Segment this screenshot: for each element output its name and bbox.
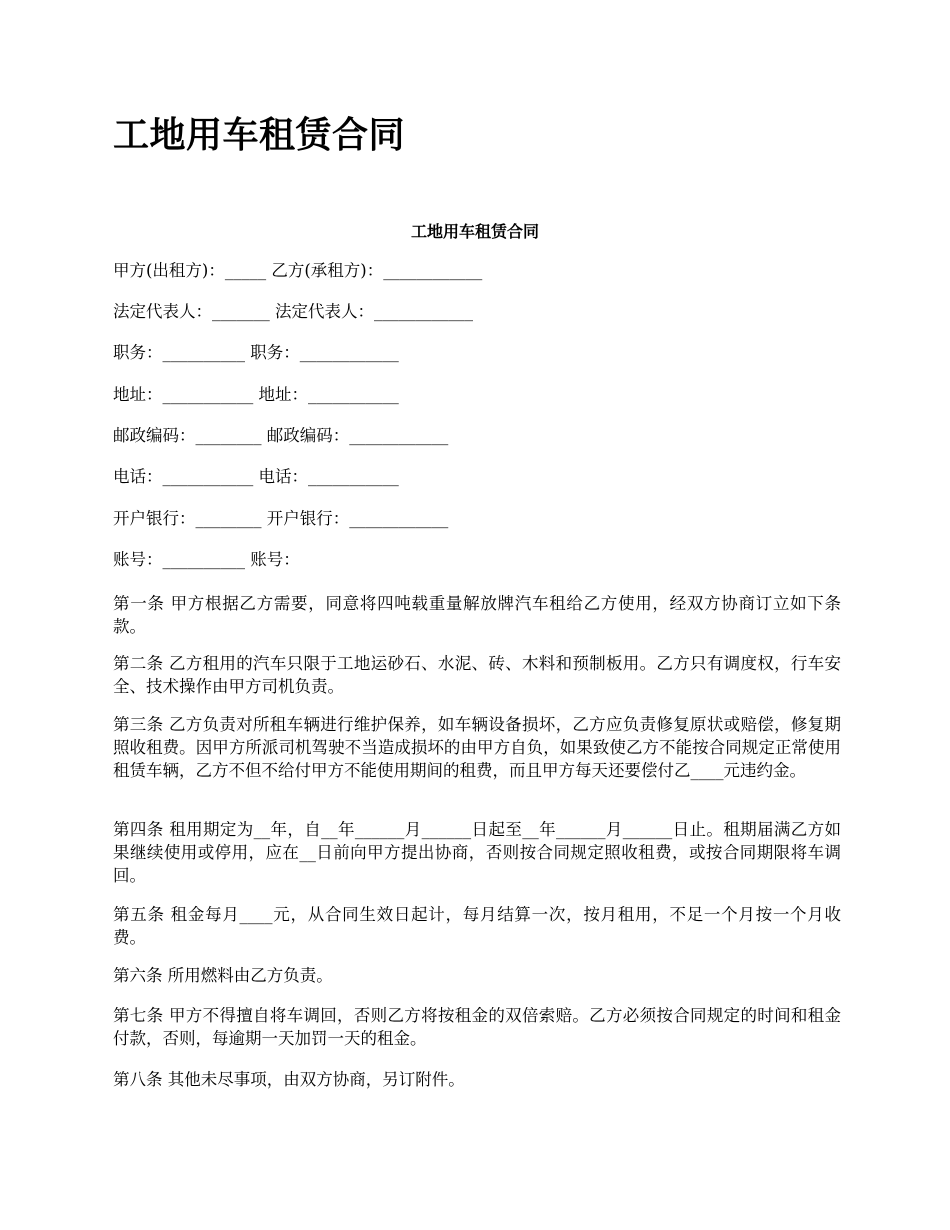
clause-2: 第二条 乙方租用的汽车只限于工地运砂石、水泥、砖、木料和预制板用。乙方只有调度权，行车安全、技术操作由甲方司机负责。 — [113, 654, 841, 696]
clause-6: 第六条 所用燃料由乙方负责。 — [113, 966, 333, 985]
party-line-bank: 开户银行：________ 开户银行：____________ — [113, 509, 449, 528]
contract-heading: 工地用车租赁合同 — [410, 222, 539, 241]
clause-8: 第八条 其他未尽事项，由双方协商，另订附件。 — [113, 1070, 465, 1089]
party-line-representative: 法定代表人：_______ 法定代表人：____________ — [113, 302, 473, 321]
document-title: 工地用车租赁合同 — [113, 115, 406, 156]
clause-1: 第一条 甲方根据乙方需要，同意将四吨载重量解放牌汽车租给乙方使用，经双方协商订立如下条款。 — [113, 594, 841, 636]
party-line-postcode: 邮政编码：________ 邮政编码：____________ — [113, 426, 449, 445]
party-line-address: 地址：___________ 地址：___________ — [113, 385, 399, 404]
clause-5: 第五条 租金每月____元，从合同生效日起计，每月结算一次，按月租用，不足一个月按一个月收费。 — [113, 905, 841, 947]
party-line-account: 账号：__________ 账号： — [113, 550, 300, 569]
party-line-name: 甲方(出租方)：_____ 乙方(承租方)：____________ — [113, 261, 483, 280]
clause-3: 第三条 乙方负责对所租车辆进行维护保养，如车辆设备损坏，乙方应负责修复原状或赔偿，修复期照收租费。因甲方所派司机驾驶不当造成损坏的由甲方自负，如果致使乙方不能按合同规定正常使用租赁车辆，乙方不但不给付甲方不能使用期间的租费，而且甲方每天还要偿付乙____元违约金。 — [113, 715, 841, 780]
party-line-phone: 电话：___________ 电话：___________ — [113, 467, 399, 486]
clause-4: 第四条 租用期定为__年，自__年______月______日起至__年______月______日止。租期届满乙方如果继续使用或停用，应在__日前向甲方提出协商，否则按合同规定照收租费，或按合同期限将车调回。 — [113, 820, 841, 885]
party-line-position: 职务：__________ 职务：____________ — [113, 343, 399, 362]
clause-7: 第七条 甲方不得擅自将车调回，否则乙方将按租金的双倍索赔。乙方必须按合同规定的时间和租金付款，否则，每逾期一天加罚一天的租金。 — [113, 1006, 841, 1048]
